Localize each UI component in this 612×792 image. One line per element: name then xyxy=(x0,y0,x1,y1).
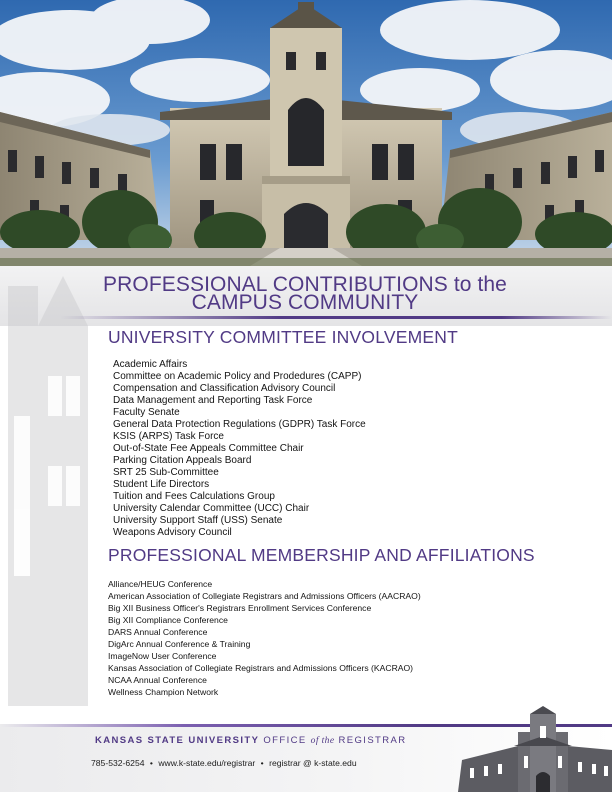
list-item: General Data Protection Regulations (GDPR) Task Force xyxy=(113,419,366,430)
membership-list xyxy=(108,578,421,698)
list-item: SRT 25 Sub-Committee xyxy=(113,467,219,478)
footer-contact xyxy=(91,758,357,768)
list-item: University Support Staff (USS) Senate xyxy=(113,515,283,526)
list-item: Kansas Association of Collegiate Registrars and Admissions Officers (KACRAO) xyxy=(108,663,414,673)
list-item: Weapons Advisory Council xyxy=(113,527,232,538)
office-label: OFFICE xyxy=(263,735,307,746)
university-name: KANSAS STATE UNIVERSITY xyxy=(95,735,260,746)
list-item: University Calendar Committee (UCC) Chair xyxy=(113,503,310,514)
separator: • xyxy=(260,758,264,768)
hero-photo-anderson-hall xyxy=(0,0,612,266)
list-item: Student Life Directors xyxy=(113,479,210,490)
list-item: American Association of Collegiate Registrars and Admissions Officers (AACRAO) xyxy=(108,591,421,601)
list-item: Big XII Business Officer's Registrars Enrollment Services Conference xyxy=(108,603,372,613)
list-item: NCAA Annual Conference xyxy=(108,675,207,685)
footer-building-illustration xyxy=(458,706,612,792)
registrar-label: REGISTRAR xyxy=(338,735,407,746)
email-link[interactable]: registrar @ k-state.edu xyxy=(269,758,357,768)
list-item: Committee on Academic Policy and Prodedures (CAPP) xyxy=(113,371,362,382)
list-item: DARS Annual Conference xyxy=(108,627,208,637)
list-item: Academic Affairs xyxy=(113,359,188,370)
phone-number: 785-532-6254 xyxy=(91,758,145,768)
title-divider xyxy=(60,316,612,319)
building-watermark xyxy=(0,266,110,726)
list-item: ImageNow User Conference xyxy=(108,651,217,661)
list-item: Big XII Compliance Conference xyxy=(108,615,228,625)
list-item: KSIS (ARPS) Task Force xyxy=(113,431,224,442)
list-item: Parking Citation Appeals Board xyxy=(113,455,252,466)
website-link[interactable]: www.k-state.edu/registrar xyxy=(158,758,256,768)
list-item: Alliance/HEUG Conference xyxy=(108,579,213,589)
list-item: Tuition and Fees Calculations Group xyxy=(113,491,275,502)
separator: • xyxy=(149,758,153,768)
of-the-label: of the xyxy=(310,736,335,746)
committee-section-heading: UNIVERSITY COMMITTEE INVOLVEMENT xyxy=(108,327,458,347)
committee-list xyxy=(113,359,366,539)
list-item: DigArc Annual Conference & Training xyxy=(108,639,251,649)
list-item: Faculty Senate xyxy=(113,407,180,418)
list-item: Wellness Champion Network xyxy=(108,687,219,697)
list-item: Compensation and Classification Advisory Council xyxy=(113,383,336,394)
list-item: Data Management and Reporting Task Force xyxy=(113,395,313,406)
list-item: Out-of-State Fee Appeals Committee Chair xyxy=(113,443,304,454)
page-title-line-1: PROFESSIONAL CONTRIBUTIONS to the xyxy=(103,273,507,296)
page-title-line-2: CAMPUS COMMUNITY xyxy=(191,291,419,314)
membership-section-heading: PROFESSIONAL MEMBERSHIP AND AFFILIATIONS xyxy=(108,545,535,565)
footer-brand xyxy=(95,735,407,746)
